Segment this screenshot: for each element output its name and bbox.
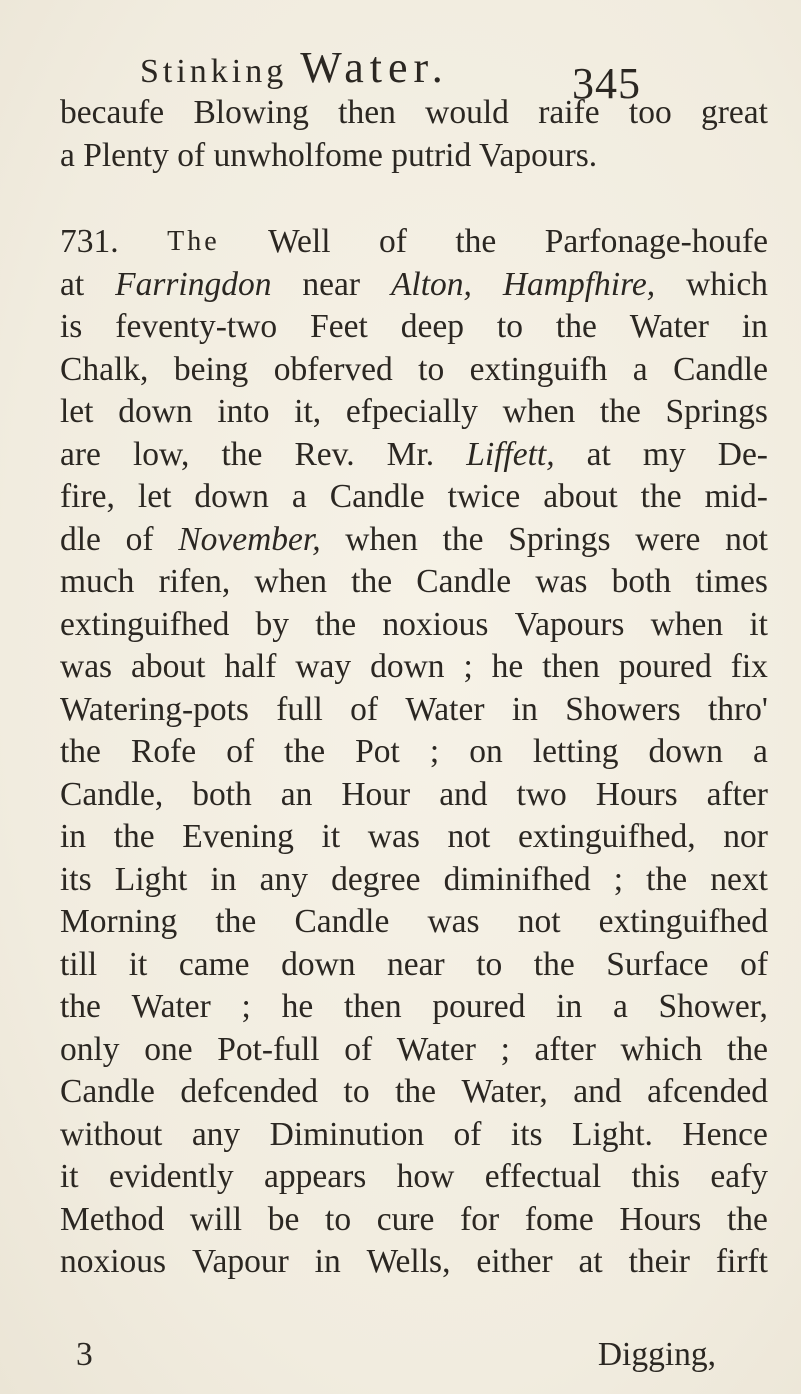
word: eafy <box>710 1158 768 1195</box>
word: an <box>280 775 313 813</box>
word: was <box>427 903 480 940</box>
word: be <box>267 1200 300 1238</box>
word: great <box>701 94 768 131</box>
text-line <box>60 1156 768 1199</box>
word: Method <box>60 1200 165 1238</box>
word: Light. <box>571 1115 653 1153</box>
word: which <box>686 265 768 303</box>
body-text <box>60 92 768 1284</box>
text-line <box>60 689 768 732</box>
word: would <box>425 94 509 131</box>
text-line <box>60 519 768 562</box>
word: poured <box>618 648 712 685</box>
word: poured <box>432 988 526 1025</box>
word: after <box>706 775 768 813</box>
word: Showers <box>565 690 681 728</box>
text-line <box>60 1029 768 1072</box>
word: will <box>189 1200 243 1238</box>
word: Morning <box>60 903 178 940</box>
word: fire, <box>60 478 115 515</box>
word: of <box>453 1115 482 1153</box>
word: a <box>753 733 768 770</box>
word: Light <box>114 860 188 898</box>
word: after <box>534 1030 596 1068</box>
word: to <box>325 1200 352 1238</box>
word: not <box>517 903 561 940</box>
word: extinguifhed <box>598 903 768 940</box>
word: Water <box>629 308 709 345</box>
word: both <box>611 563 672 600</box>
word: November, <box>178 520 321 558</box>
word: not <box>447 818 491 855</box>
word: the <box>351 563 393 600</box>
word: a <box>632 350 648 388</box>
running-head <box>140 42 449 93</box>
text-line <box>60 646 768 689</box>
word: down <box>370 648 445 685</box>
word: it <box>128 945 148 983</box>
word: the <box>640 478 682 515</box>
word: near <box>302 265 361 303</box>
word: degree <box>331 860 421 898</box>
text-line <box>60 1114 768 1157</box>
word: ; <box>613 860 624 898</box>
word: either <box>476 1243 553 1280</box>
word: Water <box>131 988 211 1025</box>
word: of <box>350 690 379 728</box>
word: becaufe <box>60 94 165 131</box>
word: in <box>60 818 87 855</box>
word: the <box>395 1073 437 1110</box>
word: down <box>118 393 193 430</box>
text-line <box>60 561 768 604</box>
word: at <box>60 265 85 303</box>
word: it, <box>294 393 322 430</box>
word: of <box>344 1030 373 1068</box>
word: afcended <box>647 1073 768 1110</box>
word: two <box>516 775 567 813</box>
word: efpecially <box>345 393 478 430</box>
word: Blowing <box>193 94 309 131</box>
word: then <box>343 988 402 1025</box>
word: to <box>496 308 523 345</box>
text-line <box>60 944 768 987</box>
word: let <box>60 393 94 430</box>
word: a <box>291 478 307 515</box>
word: fix <box>730 648 768 685</box>
word: half <box>224 648 277 685</box>
word: much <box>60 563 135 600</box>
word: down <box>281 945 356 983</box>
word: was <box>60 648 113 685</box>
word: without <box>60 1115 163 1153</box>
word: fome <box>524 1200 594 1238</box>
text-line <box>60 221 768 264</box>
word: at <box>586 435 611 473</box>
word: Pot-full <box>217 1030 320 1068</box>
word: down <box>194 478 269 515</box>
word: of <box>740 945 768 983</box>
word: low, <box>132 435 190 473</box>
word: the <box>442 520 484 558</box>
word: too <box>628 94 672 131</box>
word: one <box>144 1030 193 1068</box>
word: both <box>192 775 252 813</box>
word: ; <box>500 1030 510 1068</box>
word: Hampfhire, <box>502 265 656 303</box>
running-head-word-1: Stinking <box>140 53 288 90</box>
word: Wells, <box>366 1243 451 1280</box>
word: were <box>635 520 701 558</box>
word: let <box>137 478 172 515</box>
word: in <box>556 988 583 1025</box>
word: extinguifh <box>469 350 608 388</box>
text-line: a Plenty of unwholfome putrid Vapours. <box>60 136 598 174</box>
word: Candle <box>329 478 425 515</box>
signature-mark: 3 <box>76 1336 93 1373</box>
word: Candle <box>673 350 768 388</box>
word: when <box>254 563 327 600</box>
word: De- <box>717 435 768 473</box>
word: nor <box>723 818 768 855</box>
word: was <box>367 818 420 855</box>
text-line <box>60 774 768 817</box>
word: defcended <box>180 1073 319 1110</box>
word: and <box>573 1073 622 1110</box>
word: by <box>255 605 290 643</box>
word: the <box>60 733 101 770</box>
text-line <box>60 476 768 519</box>
word: noxious <box>60 1243 167 1280</box>
word: Vapours <box>514 605 625 643</box>
word: was <box>535 563 588 600</box>
word: Candle, <box>60 775 164 813</box>
word: ; <box>429 733 440 770</box>
word: in <box>741 308 768 345</box>
word: and <box>439 775 488 813</box>
word: Springs <box>508 520 611 558</box>
word: the <box>455 223 497 260</box>
word: letting <box>532 733 619 770</box>
word: he <box>281 988 314 1025</box>
word: cure <box>376 1200 435 1238</box>
text-line <box>60 349 768 392</box>
text-line <box>60 859 768 902</box>
running-head-word-2: Water. <box>300 43 449 92</box>
word: Water <box>396 1030 476 1068</box>
word: a <box>612 988 628 1025</box>
word: any <box>191 1115 241 1153</box>
word: the <box>215 903 257 940</box>
text-line <box>60 1199 768 1242</box>
word: in <box>210 860 237 898</box>
word: when <box>345 520 418 558</box>
word: Farringdon <box>115 265 272 303</box>
word: he <box>491 648 524 685</box>
word: Water <box>405 690 485 728</box>
word: noxious <box>382 605 489 643</box>
word: the <box>726 1200 768 1238</box>
word: Springs <box>665 393 768 430</box>
word: of <box>226 733 255 770</box>
word: Feet <box>310 308 368 345</box>
text-line <box>60 604 768 647</box>
text-line <box>60 92 768 135</box>
word: times <box>695 563 768 600</box>
word: twice <box>447 478 521 515</box>
word: appears <box>263 1158 367 1195</box>
word: Hour <box>341 775 411 813</box>
text-line <box>60 901 768 944</box>
word: obferved <box>273 350 393 388</box>
word: came <box>178 945 250 983</box>
word: firft <box>715 1243 768 1280</box>
word: The <box>167 226 220 257</box>
word: the <box>315 605 357 643</box>
word: it <box>321 818 341 855</box>
word: into <box>217 393 270 430</box>
word: any <box>259 860 309 898</box>
text-line <box>60 1241 768 1284</box>
word: is <box>60 308 83 345</box>
catchword: Digging, <box>597 1336 716 1373</box>
word: being <box>173 350 249 388</box>
word: it <box>749 605 768 643</box>
word: my <box>642 435 686 473</box>
word: Chalk, <box>60 350 149 388</box>
word: Well <box>268 223 331 260</box>
word: its <box>510 1115 543 1153</box>
word: Water, <box>461 1073 548 1110</box>
word: Liffett, <box>466 435 555 473</box>
word: the <box>599 393 641 430</box>
word: thro' <box>707 690 768 728</box>
word: Hours <box>595 775 678 813</box>
word: of <box>125 520 154 558</box>
word: till <box>60 945 98 983</box>
word: Hours <box>619 1200 702 1238</box>
word: the <box>727 1030 768 1068</box>
word: Rofe <box>131 733 197 770</box>
word: Pot <box>355 733 400 770</box>
word: Vapour <box>192 1243 289 1280</box>
word: ; <box>463 648 473 685</box>
word: for <box>460 1200 500 1238</box>
page-footer <box>76 1336 716 1378</box>
word: mid- <box>704 478 768 515</box>
word: evidently <box>108 1158 234 1195</box>
word: dle <box>60 520 101 558</box>
word: at <box>578 1243 603 1280</box>
word: the <box>555 308 597 345</box>
word: when <box>502 393 576 430</box>
word: Surface <box>606 945 709 983</box>
word: how <box>396 1158 455 1195</box>
page-number: 345 <box>572 59 641 108</box>
word: in <box>314 1243 341 1280</box>
word: are <box>60 435 101 473</box>
word: feventy-two <box>115 308 278 345</box>
word: Watering-pots <box>60 690 249 728</box>
word: way <box>295 648 352 685</box>
word: rifen, <box>158 563 231 600</box>
word: full <box>276 690 323 728</box>
word: Shower, <box>658 988 768 1025</box>
word: in <box>511 690 538 728</box>
word: then <box>338 94 396 131</box>
word: the <box>113 818 155 855</box>
word: Candle <box>60 1073 155 1110</box>
word: it <box>60 1158 79 1195</box>
word: the <box>60 988 101 1025</box>
word: Hence <box>682 1115 768 1153</box>
word: which <box>620 1030 703 1068</box>
page-header <box>140 36 641 108</box>
word: Candle <box>294 903 390 940</box>
word: next <box>710 860 768 898</box>
word: their <box>628 1243 690 1280</box>
word: the <box>284 733 326 770</box>
word: Diminution <box>269 1115 425 1153</box>
word: when <box>650 605 724 643</box>
word: the <box>221 435 263 473</box>
word: Rev. <box>294 435 355 473</box>
text-line <box>60 434 768 477</box>
word: 731. <box>60 223 119 260</box>
text-line <box>60 264 768 307</box>
word: to <box>343 1073 370 1110</box>
word: the <box>533 945 575 983</box>
word: the <box>646 860 688 898</box>
word: only <box>60 1030 120 1068</box>
word: extinguifhed, <box>517 818 696 855</box>
text-line <box>60 391 768 434</box>
word: about <box>543 478 618 515</box>
text-line <box>60 731 768 774</box>
word: near <box>387 945 445 983</box>
word: then <box>542 648 600 685</box>
text-line <box>60 306 768 349</box>
word: Parfonage-houfe <box>544 223 768 260</box>
word: ; <box>241 988 251 1025</box>
word: down <box>648 733 723 770</box>
word: not <box>725 520 768 558</box>
word: extinguifhed <box>60 605 230 643</box>
word: on <box>469 733 503 770</box>
text-line <box>60 986 768 1029</box>
word: effectual <box>484 1158 602 1195</box>
word: raife <box>538 94 600 131</box>
word: Candle <box>416 563 512 600</box>
word: deep <box>400 308 464 345</box>
word: diminifhed <box>443 860 591 898</box>
word: its <box>60 860 92 898</box>
text-line <box>60 816 768 859</box>
word: to <box>418 350 445 388</box>
word: of <box>378 223 407 260</box>
word: Mr. <box>386 435 435 473</box>
text-line <box>60 1071 768 1114</box>
word: Evening <box>182 818 294 855</box>
word: this <box>631 1158 680 1195</box>
word: Alton, <box>390 265 472 303</box>
word: to <box>476 945 503 983</box>
word: about <box>131 648 206 685</box>
